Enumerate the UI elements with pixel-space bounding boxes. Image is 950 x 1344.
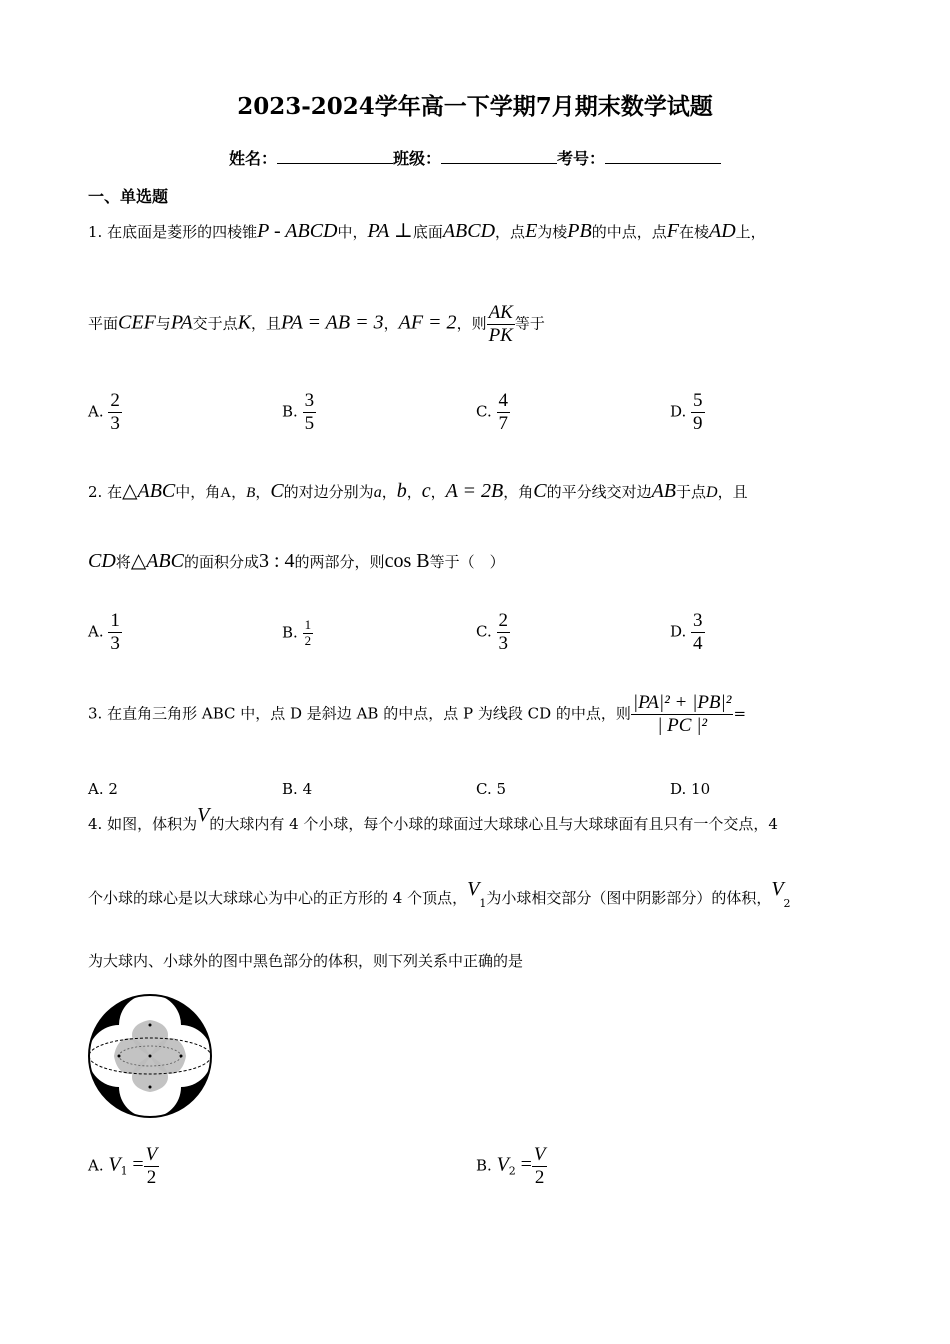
q1-option-d[interactable]: D. $\frac{5}{9}$ <box>670 390 703 434</box>
q4-option-a[interactable]: A. $V_1$ = $\frac{V}{2}$ <box>88 1144 158 1188</box>
q2-option-d[interactable]: D. $\frac{3}{4}$ <box>670 610 703 654</box>
class-label: 班级： <box>392 149 441 168</box>
q3-fraction: $\frac{\text{|PA|² + |PB|²}}{\text{| PC |²}}$ <box>632 692 732 736</box>
q1-fraction: $\frac{AK}{PK}$ <box>488 302 513 346</box>
q3-option-d[interactable]: D. 10 <box>670 780 711 798</box>
q3-line: 3. 在直角三角形 ABC 中，点 D 是斜边 AB 的中点，点 P 为线段 CD 的中点，则 $\frac{\text{|PA|² + |PB|²}}{\text{| PC |²}}$ = <box>88 692 747 736</box>
q1-option-c[interactable]: C. $\frac{4}{7}$ <box>476 390 508 434</box>
name-label: 姓名： <box>228 149 277 168</box>
q3-option-a[interactable]: A. 2 <box>88 780 118 798</box>
q4-line1: 4. 如图，体积为V的大球内有 4 个小球，每个小球的球面过大球球心且与大球球面有且只有一个交点，4 <box>88 804 778 833</box>
q4-line3: 为大球内、小球外的图中黑色部分的体积，则下列关系中正确的是 <box>88 952 524 970</box>
q3-option-b[interactable]: B. 4 <box>282 780 313 798</box>
q1-option-a[interactable]: A. $\frac{2}{3}$ <box>88 390 120 434</box>
q4-line2: 个小球的球心是以大球球心为中心的正方形的 4 个顶点，$V_1$为小球相交部分（图中阴影部分）的体积，$V_2$ <box>88 878 791 910</box>
q4-option-b[interactable]: B. $V_2$ = $\frac{V}{2}$ <box>476 1144 546 1188</box>
exam-no-blank[interactable] <box>605 149 721 164</box>
q1-line1: 1. 在底面是菱形的四棱锥P - ABCD中，PA ⊥底面ABCD，点E为棱PB的中点，点F在棱AD上， <box>88 220 766 242</box>
q3-option-c[interactable]: C. 5 <box>476 780 507 798</box>
class-blank[interactable] <box>441 149 557 164</box>
section-heading: 一、单选题 <box>88 187 169 206</box>
q2-option-a[interactable]: A. $\frac{1}{3}$ <box>88 610 120 654</box>
page-title: 2023-2024学年高一下学期7月期末数学试题 <box>237 93 713 120</box>
sphere-figure <box>86 994 216 1118</box>
q2-line2: CD将△ABC的面积分成3 : 4的两部分，则cos B等于（ ） <box>88 550 505 572</box>
spheres-illustration <box>86 994 216 1118</box>
q1-line2: 平面CEF与PA交于点K，且PA = AB = 3，AF = 2，则 $\frac{AK}{PK}$ 等于 <box>88 302 545 346</box>
q2-line1: 2. 在△ABC中，角A，B，C的对边分别为a，b，c，A = 2B，角C的平分线交对边AB于点D，且 <box>88 480 748 502</box>
student-info <box>0 146 950 169</box>
q2-option-c[interactable]: C. $\frac{2}{3}$ <box>476 610 508 654</box>
q2-option-b[interactable]: B. $\frac{1}{2}$ <box>282 617 312 648</box>
name-blank[interactable] <box>277 149 393 164</box>
exam-no-label: 考号： <box>557 149 606 168</box>
q1-option-b[interactable]: B. $\frac{3}{5}$ <box>282 390 315 434</box>
